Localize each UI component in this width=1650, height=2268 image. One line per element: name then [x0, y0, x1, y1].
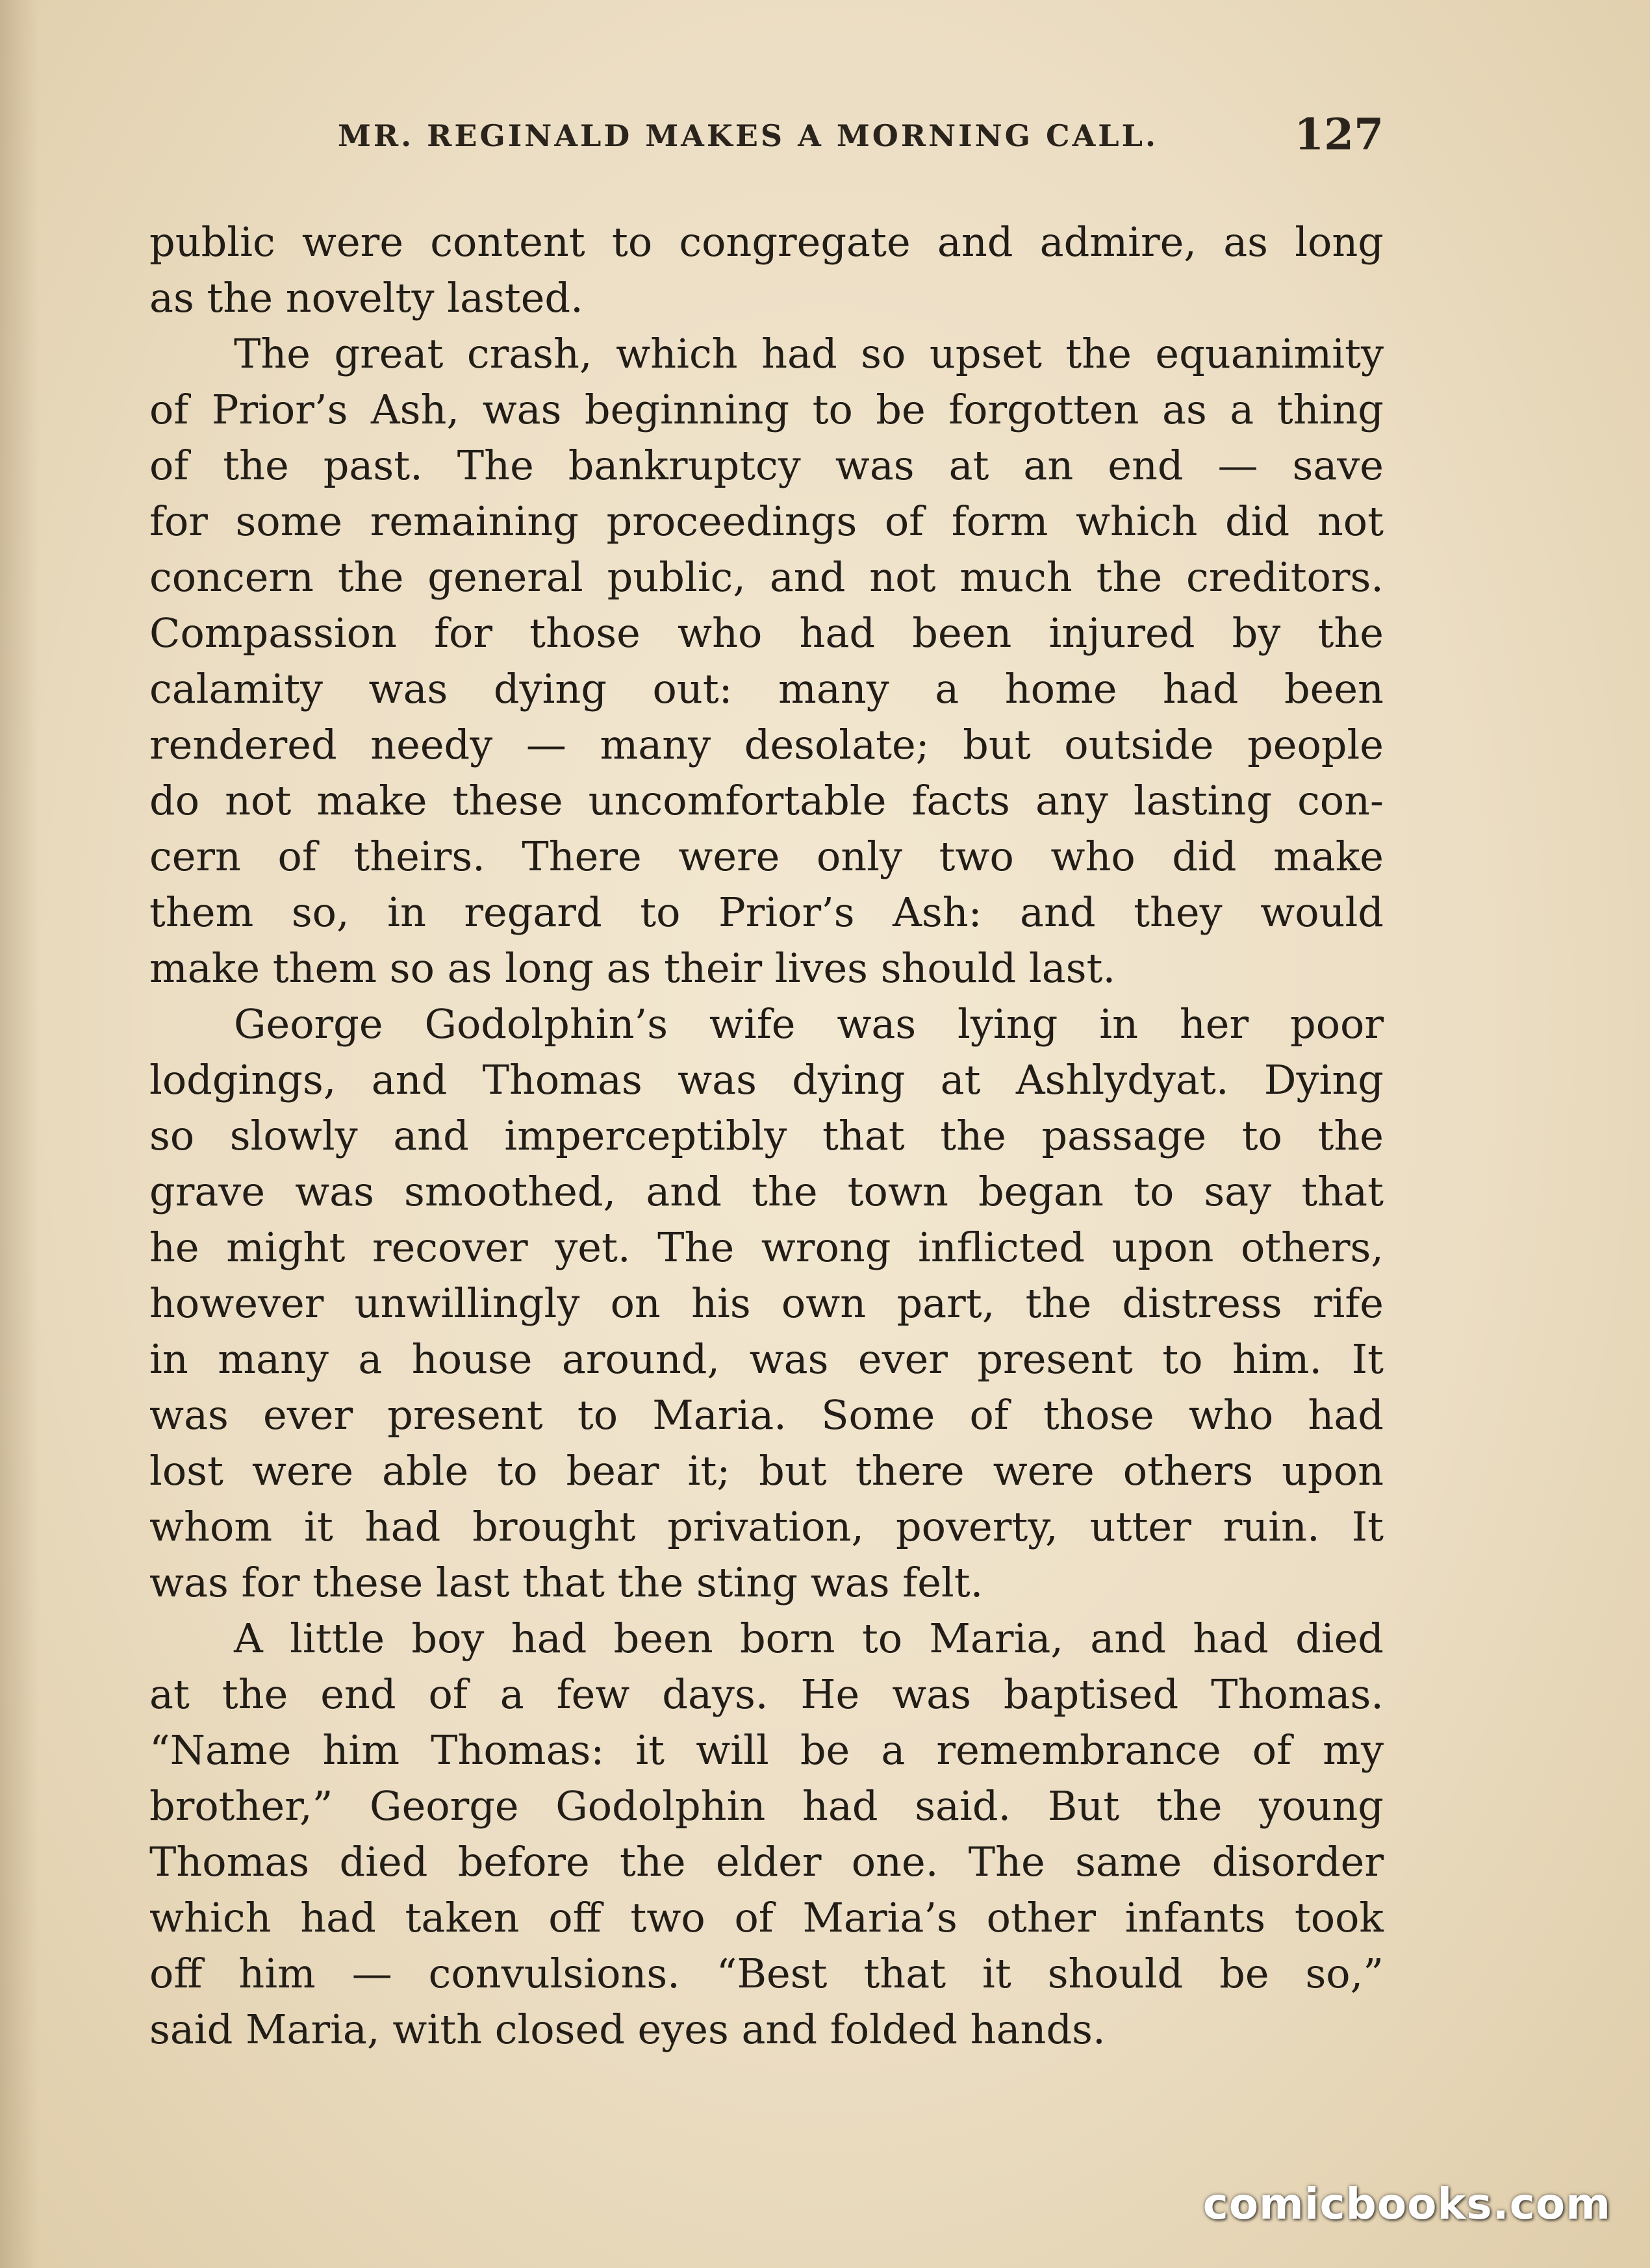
text-line: “Name him Thomas: it will be a remembrance of my: [149, 1726, 1384, 1774]
text-line: them so, in regard to Prior’s Ash: and they would: [149, 888, 1384, 936]
text-line: make them so as long as their lives should last.: [149, 944, 1116, 992]
text-line: for some remaining proceedings of form which did not: [149, 498, 1384, 545]
text-line: was for these last that the sting was felt.: [149, 1559, 984, 1606]
text-line: of Prior’s Ash, was beginning to be forgotten as a thing: [149, 386, 1384, 433]
text-line: lodgings, and Thomas was dying at Ashlydyat. Dying: [149, 1056, 1384, 1103]
page-header: [149, 109, 1384, 161]
spine-shadow: [0, 0, 39, 2268]
text-line: rendered needy — many desolate; but outside people: [149, 721, 1384, 768]
text-line: in many a house around, was ever present to him. It: [149, 1335, 1384, 1383]
text-line: of the past. The bankruptcy was at an end — save: [149, 442, 1384, 489]
watermark: comicbooks.com: [1202, 2179, 1611, 2229]
text-line: off him — convulsions. “Best that it should be so,”: [149, 1950, 1384, 1997]
text-line: so slowly and imperceptibly that the passage to the: [149, 1112, 1384, 1159]
text-line: public were content to congregate and admire, as long: [149, 218, 1384, 266]
text-line: said Maria, with closed eyes and folded hands.: [149, 2006, 1106, 2053]
text-line: calamity was dying out: many a home had been: [149, 665, 1384, 712]
text-line: The great crash, which had so upset the equanimity: [234, 330, 1384, 377]
text-line: George Godolphin’s wife was lying in her poor: [234, 1000, 1384, 1048]
text-line: he might recover yet. The wrong inflicted upon others,: [149, 1224, 1384, 1271]
text-line: grave was smoothed, and the town began to say that: [149, 1168, 1384, 1215]
paragraph: [149, 1611, 1384, 2058]
text-line: Compassion for those who had been injured by the: [149, 609, 1384, 657]
text-line: A little boy had been born to Maria, and had died: [234, 1615, 1384, 1662]
paragraph: [149, 326, 1384, 996]
text-line: concern the general public, and not much the creditors.: [149, 553, 1384, 601]
text-line: however unwillingly on his own part, the distress rife: [149, 1279, 1384, 1327]
paragraph: [149, 996, 1384, 1611]
text-line: cern of theirs. There were only two who did make: [149, 833, 1384, 880]
running-head: MR. REGINALD MAKES A MORNING CALL.: [338, 118, 1158, 153]
text-line: as the novelty lasted.: [149, 274, 583, 321]
text-line: at the end of a few days. He was baptised Thomas.: [149, 1670, 1384, 1718]
paragraph: [149, 214, 1384, 326]
text-line: was ever present to Maria. Some of those who had: [149, 1391, 1384, 1439]
text-line: which had taken off two of Maria’s other infants took: [149, 1894, 1384, 1941]
text-line: lost were able to bear it; but there were others upon: [149, 1447, 1384, 1494]
text-line: Thomas died before the elder one. The same disorder: [149, 1838, 1384, 1885]
text-line: whom it had brought privation, poverty, utter ruin. It: [149, 1503, 1384, 1550]
body-text: [149, 214, 1384, 2058]
text-line: brother,” George Godolphin had said. But the young: [149, 1782, 1384, 1830]
page-number: 127: [1294, 109, 1384, 160]
text-line: do not make these uncomfortable facts any lasting con-: [149, 777, 1384, 824]
